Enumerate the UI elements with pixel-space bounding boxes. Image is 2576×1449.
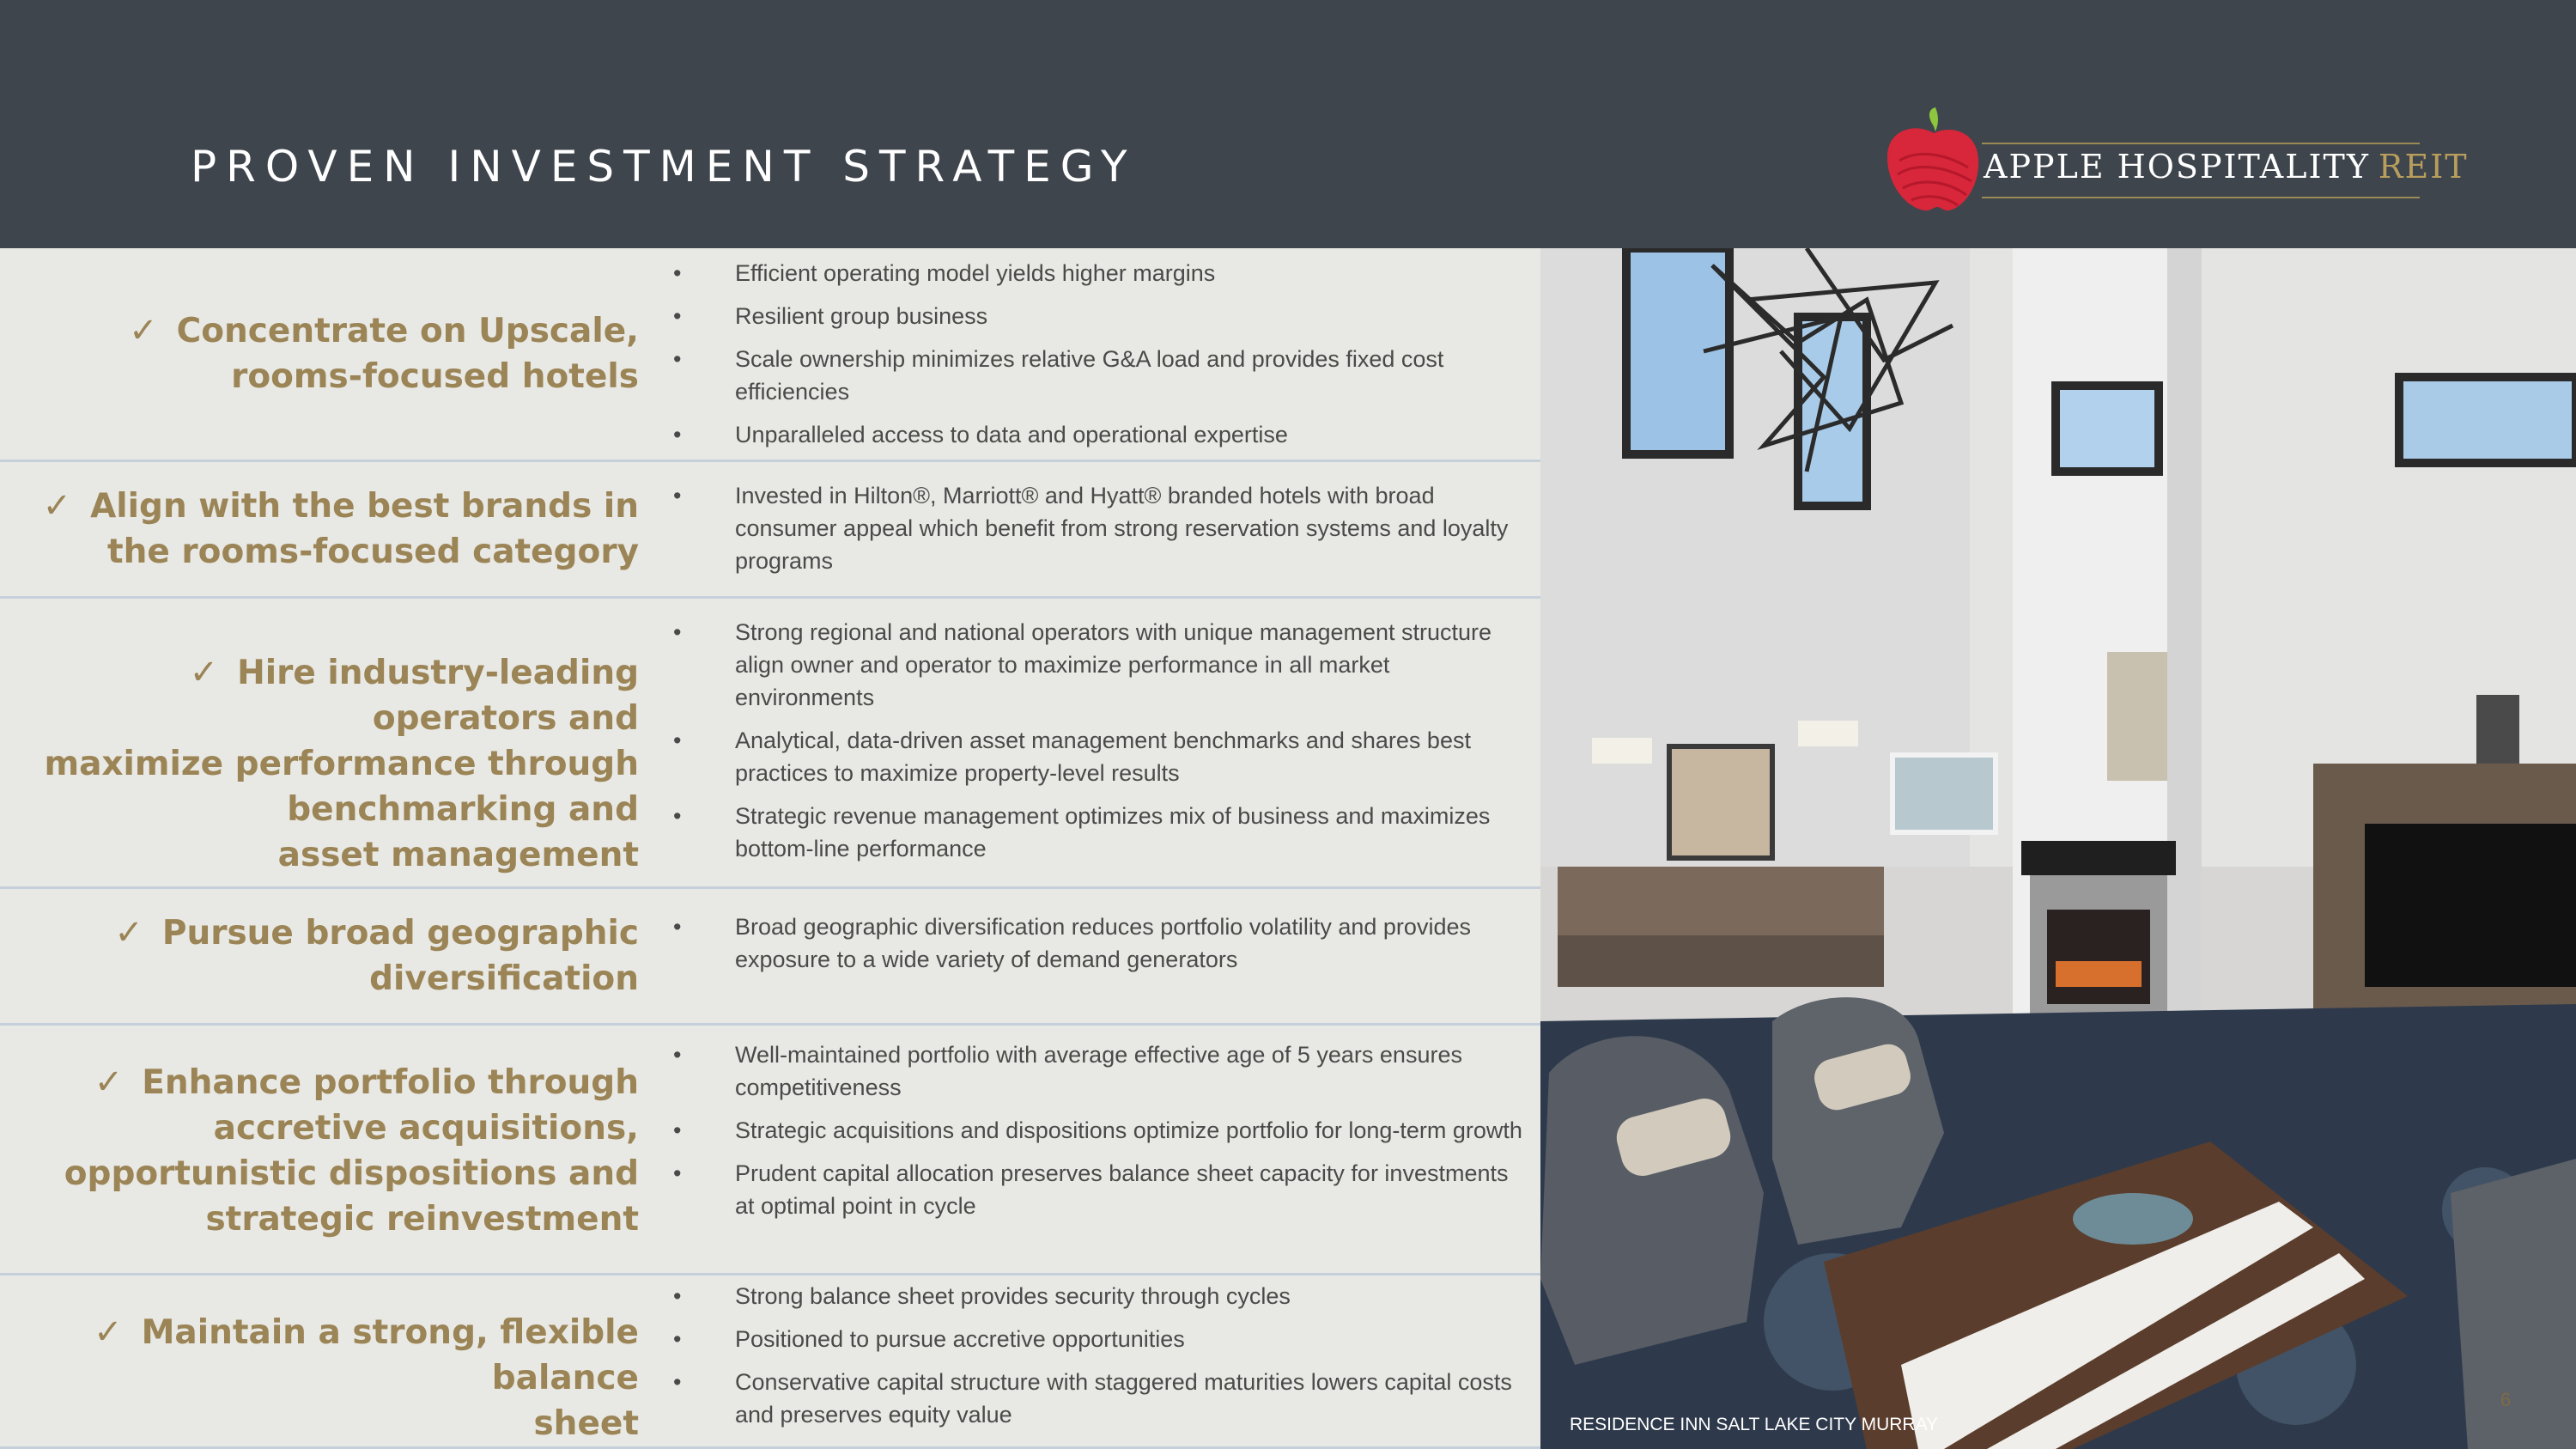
logo-suffix: REIT [2378, 148, 2469, 186]
bullet-icon: • [673, 422, 682, 447]
strategy-heading [0, 1310, 639, 1446]
slide-title: PROVEN INVESTMENT STRATEGY [191, 142, 1137, 192]
strategy-heading-line [0, 1310, 639, 1401]
checkmark-icon: ✓ [129, 311, 158, 350]
strategy-bullet-text: Well-maintained portfolio with average effective age of 5 years ensures competitiveness [735, 1042, 1462, 1100]
bullet-icon: • [673, 1283, 682, 1309]
strategy-bullet [673, 479, 1532, 577]
bullet-icon: • [673, 303, 682, 329]
strategy-heading-line [0, 650, 639, 741]
bullet-icon: • [673, 1326, 682, 1352]
strategy-heading-line [43, 529, 639, 575]
bullet-icon: • [673, 1117, 682, 1143]
strategy-bullet-text: Strategic revenue management optimizes mix of business and maximizes bottom-line performance [735, 803, 1491, 861]
strategy-heading-line [0, 1401, 639, 1446]
strategy-heading [0, 650, 639, 878]
strategy-bullet [673, 1038, 1532, 1104]
strategy-bullet-list [673, 1280, 1532, 1441]
checkmark-icon: ✓ [42, 486, 72, 526]
strategy-heading [43, 484, 639, 575]
strategy-bullet-text: Invested in Hilton®, Marriott® and Hyatt® branded hotels with broad consumer appeal which benefit from strong reservation systems and loyalty programs [735, 483, 1509, 574]
bullet-icon: • [673, 346, 682, 372]
checkmark-icon: ✓ [189, 653, 219, 692]
strategy-heading [114, 910, 639, 1002]
logo-wordmark [1984, 148, 2469, 186]
strategy-bullet-text: Analytical, data-driven asset management benchmarks and shares best practices to maximize property-level results [735, 728, 1471, 786]
strategy-bullet [673, 724, 1532, 789]
strategy-heading-line [114, 910, 639, 956]
strategy-heading-text: rooms-focused hotels [231, 357, 639, 396]
strategy-bullet [673, 1157, 1532, 1222]
strategy-heading-text: the rooms-focused category [107, 533, 639, 571]
strategy-heading-text: Enhance portfolio through [142, 1063, 639, 1102]
strategy-bullet-text: Broad geographic diversification reduces portfolio volatility and provides exposure to a wide variety of demand generators [735, 914, 1471, 972]
checkmark-icon: ✓ [94, 1062, 124, 1102]
strategy-bullet-text: Unparalleled access to data and operational expertise [735, 422, 1288, 447]
strategy-heading-text: sheet [533, 1404, 639, 1443]
strategy-bullet-text: Resilient group business [735, 303, 988, 329]
photo-caption: RESIDENCE INN SALT LAKE CITY MURRAY [1570, 1415, 1939, 1434]
strategy-bullet-list [673, 910, 1532, 986]
strategy-bullet [673, 1114, 1532, 1147]
strategy-row [0, 248, 1540, 462]
strategy-bullet [673, 1280, 1532, 1312]
bullet-icon: • [673, 1160, 682, 1186]
checkmark-icon: ✓ [114, 913, 143, 953]
strategy-row [0, 1275, 1540, 1449]
strategy-bullet [673, 257, 1532, 289]
strategy-heading-text: Align with the best brands in [90, 487, 639, 526]
strategy-bullet [673, 1366, 1532, 1431]
strategy-heading-line [129, 354, 639, 399]
bullet-icon: • [673, 1042, 682, 1068]
strategy-heading-text: accretive acquisitions, [213, 1109, 639, 1148]
strategy-heading-text: opportunistic dispositions and [64, 1154, 639, 1193]
strategy-bullet-list [673, 1038, 1532, 1233]
strategy-heading-text: strategic reinvestment [205, 1200, 639, 1239]
strategy-bullet [673, 616, 1532, 714]
page-number: 6 [2500, 1389, 2512, 1410]
logo-rule-top [1982, 143, 2420, 144]
strategy-heading [64, 1060, 639, 1242]
strategy-bullet-list [673, 616, 1532, 875]
bullet-icon: • [673, 803, 682, 829]
strategy-heading-text: diversification [369, 959, 639, 998]
strategy-bullet [673, 910, 1532, 976]
strategy-heading-text: Maintain a strong, flexible balance [141, 1313, 639, 1397]
strategy-bullet-text: Strategic acquisitions and dispositions optimize portfolio for long-term growth [735, 1117, 1522, 1143]
strategy-heading-line [64, 1060, 639, 1105]
bullet-icon: • [673, 728, 682, 753]
strategy-row [0, 1026, 1540, 1275]
strategy-bullet [673, 343, 1532, 408]
strategy-bullet-list [673, 479, 1532, 588]
strategy-bullet-text: Prudent capital allocation preserves balance sheet capacity for investments at optimal point in cycle [735, 1160, 1509, 1219]
strategy-heading-line [0, 787, 639, 832]
strategy-row [0, 889, 1540, 1026]
strategy-heading-line [64, 1196, 639, 1242]
hotel-lobby-image [1540, 248, 2576, 1449]
strategy-heading-line [64, 1151, 639, 1196]
strategy-heading-text: maximize performance through [44, 745, 639, 783]
strategy-heading-line [64, 1105, 639, 1151]
strategy-bullet-text: Strong balance sheet provides security through cycles [735, 1283, 1291, 1309]
strategy-heading-line [0, 741, 639, 787]
strategy-bullet [673, 418, 1532, 451]
logo-name: APPLE HOSPITALITY [1984, 148, 2370, 186]
strategy-heading-line [43, 484, 639, 529]
strategy-table [0, 248, 1540, 1449]
strategy-heading-text: Hire industry-leading operators and [237, 654, 639, 738]
strategy-heading-line [114, 956, 639, 1002]
strategy-bullet [673, 800, 1532, 865]
hotel-lobby-photo [1540, 248, 2576, 1449]
strategy-row [0, 462, 1540, 599]
strategy-row [0, 599, 1540, 889]
strategy-heading [129, 308, 639, 399]
bullet-icon: • [673, 483, 682, 508]
strategy-bullet [673, 1323, 1532, 1355]
strategy-heading-text: benchmarking and [287, 790, 639, 829]
strategy-bullet-text: Strong regional and national operators with unique management structure align owner and operator to maximize performance in all market environments [735, 619, 1492, 710]
bullet-icon: • [673, 914, 682, 940]
strategy-bullet-text: Conservative capital structure with staggered maturities lowers capital costs and preserves equity value [735, 1369, 1512, 1428]
strategy-bullet-text: Positioned to pursue accretive opportunities [735, 1326, 1185, 1352]
checkmark-icon: ✓ [94, 1312, 123, 1352]
strategy-bullet [673, 300, 1532, 332]
strategy-bullet-text: Scale ownership minimizes relative G&A load and provides fixed cost efficiencies [735, 346, 1444, 405]
logo-rule-bottom [1982, 197, 2420, 198]
bullet-icon: • [673, 619, 682, 645]
strategy-heading-text: Concentrate on Upscale, [176, 312, 639, 350]
bullet-icon: • [673, 260, 682, 286]
strategy-heading-line [129, 308, 639, 354]
strategy-bullet-list [673, 257, 1532, 461]
strategy-heading-text: asset management [277, 836, 639, 874]
strategy-heading-line [0, 832, 639, 878]
bullet-icon: • [673, 1369, 682, 1395]
strategy-bullet-text: Efficient operating model yields higher margins [735, 260, 1216, 286]
strategy-heading-text: Pursue broad geographic [161, 914, 639, 953]
